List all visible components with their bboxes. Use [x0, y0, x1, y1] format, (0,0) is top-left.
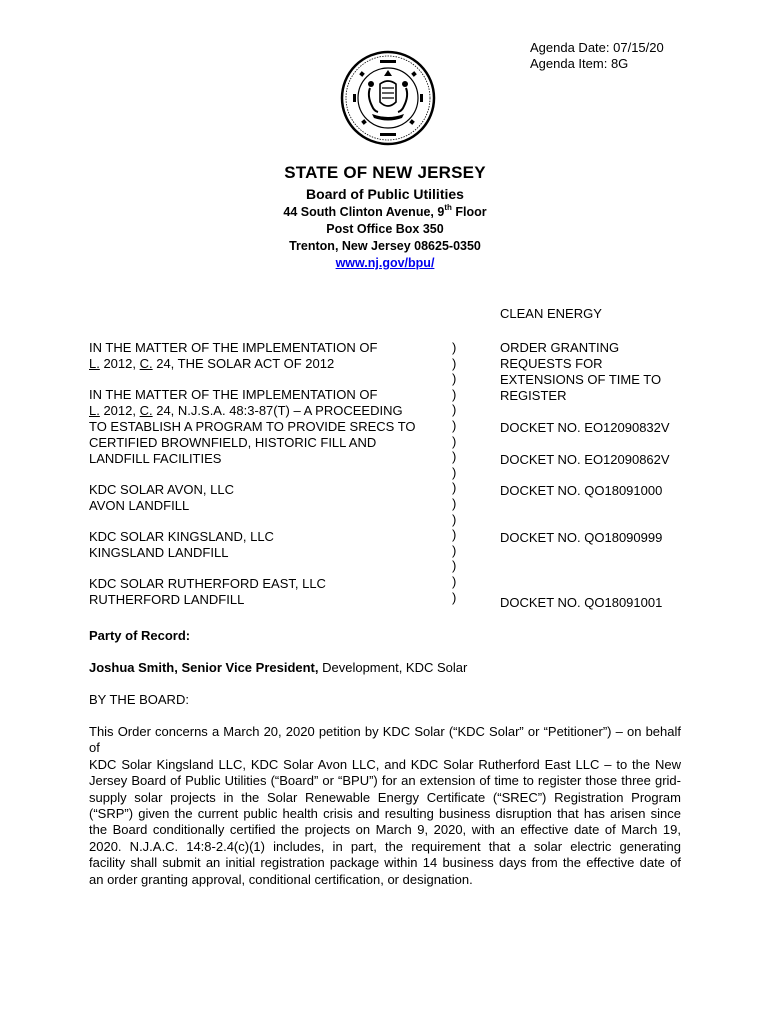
docket-number: DOCKET NO. EO12090832V	[500, 420, 670, 435]
paren: )	[452, 340, 457, 355]
board-name: Board of Public Utilities	[306, 186, 464, 202]
rutherford-landfill: RUTHERFORD LANDFILL	[89, 592, 245, 607]
order-title-line: EXTENSIONS OF TIME TO	[500, 372, 662, 387]
paren: )	[452, 371, 457, 387]
agenda-item: Agenda Item: 8G	[530, 56, 629, 71]
order-paragraph	[89, 724, 681, 888]
state-seal-icon	[340, 50, 436, 146]
order-title-line: ORDER GRANTING	[500, 340, 620, 355]
party-kingsland	[89, 529, 449, 561]
paren: )	[452, 558, 457, 574]
address-line-3: Trenton, New Jersey 08625-0350	[289, 239, 481, 253]
matter-1-c: C.	[139, 356, 153, 371]
party-avon	[89, 482, 449, 514]
matter-1-year: 2012,	[99, 356, 140, 371]
matter-2-l: L.	[89, 403, 100, 418]
matter-2-line-4: CERTIFIED BROWNFIELD, HISTORIC FILL AND	[89, 435, 377, 450]
order-title	[500, 340, 661, 404]
matter-1-l: L.	[89, 356, 100, 371]
rutherford-company: KDC SOLAR RUTHERFORD EAST, LLC	[89, 576, 326, 591]
kingsland-company: KDC SOLAR KINGSLAND, LLC	[89, 529, 274, 544]
kingsland-landfill: KINGSLAND LANDFILL	[89, 545, 229, 560]
paragraph-line: KDC Solar Kingsland LLC, KDC Solar Avon LLC, and KDC Solar Rutherford East LLC – to the New	[89, 756, 681, 772]
avon-company: KDC SOLAR AVON, LLC	[89, 482, 234, 497]
paren: )	[452, 402, 457, 418]
matter-1-line-1: IN THE MATTER OF THE IMPLEMENTATION OF	[89, 340, 378, 355]
paren: )	[452, 527, 457, 543]
matter-2-c: C.	[139, 403, 153, 418]
docket-number: DOCKET NO. QO18091001	[500, 595, 663, 610]
paragraph-line: facility shall submit an initial registration package within 14 business days from the effective date of	[89, 855, 681, 871]
matter-1-rest: 24, THE SOLAR ACT OF 2012	[152, 356, 335, 371]
address-floor: Floor	[451, 205, 487, 219]
paragraph-line: the Board conditionally certified the projects on March 9, 2020, with an effective date of March 19,	[89, 822, 681, 838]
paragraph-line: an order granting approval, conditional certification, or designation.	[89, 871, 473, 887]
paragraph-line: Jersey Board of Public Utilities (“Board” or “BPU”) for an extension of time to register those three grid-	[89, 773, 681, 789]
matter-2-line-5: LANDFILL FACILITIES	[89, 451, 222, 466]
party-of-record	[89, 660, 467, 675]
bpu-website-link[interactable]: www.nj.gov/bpu/	[335, 256, 435, 270]
docket-number: DOCKET NO. EO12090862V	[500, 452, 670, 467]
paragraph-line: This Order concerns a March 20, 2020 petition by KDC Solar (“KDC Solar” or “Petitioner”) – on behalf of	[89, 724, 681, 756]
matter-2	[89, 387, 449, 467]
party-of-record-heading: Party of Record:	[89, 628, 191, 643]
address-street: 44 South Clinton Avenue, 9	[283, 205, 445, 219]
paren: )	[452, 542, 457, 558]
matter-2-line-1: IN THE MATTER OF THE IMPLEMENTATION OF	[89, 387, 378, 402]
agenda-block	[530, 40, 664, 72]
docket-number: DOCKET NO. QO18091000	[500, 483, 663, 498]
division-label: CLEAN ENERGY	[500, 306, 602, 321]
paren: )	[452, 573, 457, 589]
address-floor-sup: th	[444, 203, 452, 212]
paren: )	[452, 355, 457, 371]
paren: )	[452, 480, 457, 496]
paren: )	[452, 464, 457, 480]
caption-parens	[452, 340, 456, 605]
order-title-line: REQUESTS FOR	[500, 356, 603, 371]
order-title-line: REGISTER	[500, 388, 567, 403]
paragraph-line: (“SRP”) given the current public health crisis and resulting business disruption that has arisen since	[89, 806, 681, 822]
paren: )	[452, 386, 457, 402]
state-title: STATE OF NEW JERSEY	[284, 163, 486, 182]
by-the-board: BY THE BOARD:	[89, 692, 189, 707]
matter-2-line-3: TO ESTABLISH A PROGRAM TO PROVIDE SRECS TO	[89, 419, 416, 434]
matter-1	[89, 340, 449, 372]
paren: )	[452, 511, 457, 527]
party-name: Joshua Smith, Senior Vice President,	[89, 660, 319, 675]
matter-2-year: 2012,	[99, 403, 140, 418]
address-line-1	[0, 205, 770, 219]
matter-2-rest: 24, N.J.S.A. 48:3-87(T) – A PROCEEDING	[152, 403, 403, 418]
paren: )	[452, 417, 457, 433]
agenda-date: Agenda Date: 07/15/20	[530, 40, 664, 55]
paren: )	[452, 433, 457, 449]
party-role: Development, KDC Solar	[318, 660, 468, 675]
paren: )	[452, 589, 457, 605]
paragraph-line: supply solar projects in the Solar Renewable Energy Certificate (“SREC”) Registration Program	[89, 789, 681, 805]
docket-number: DOCKET NO. QO18090999	[500, 530, 663, 545]
paragraph-line: 2020. N.J.A.C. 14:8-2.4(c)(1) includes, in part, the requirement that a solar electric generating	[89, 838, 681, 854]
paren: )	[452, 449, 457, 465]
caption-left	[89, 340, 449, 623]
paren: )	[452, 495, 457, 511]
party-rutherford	[89, 576, 449, 608]
avon-landfill: AVON LANDFILL	[89, 498, 190, 513]
address-line-2: Post Office Box 350	[326, 222, 444, 236]
